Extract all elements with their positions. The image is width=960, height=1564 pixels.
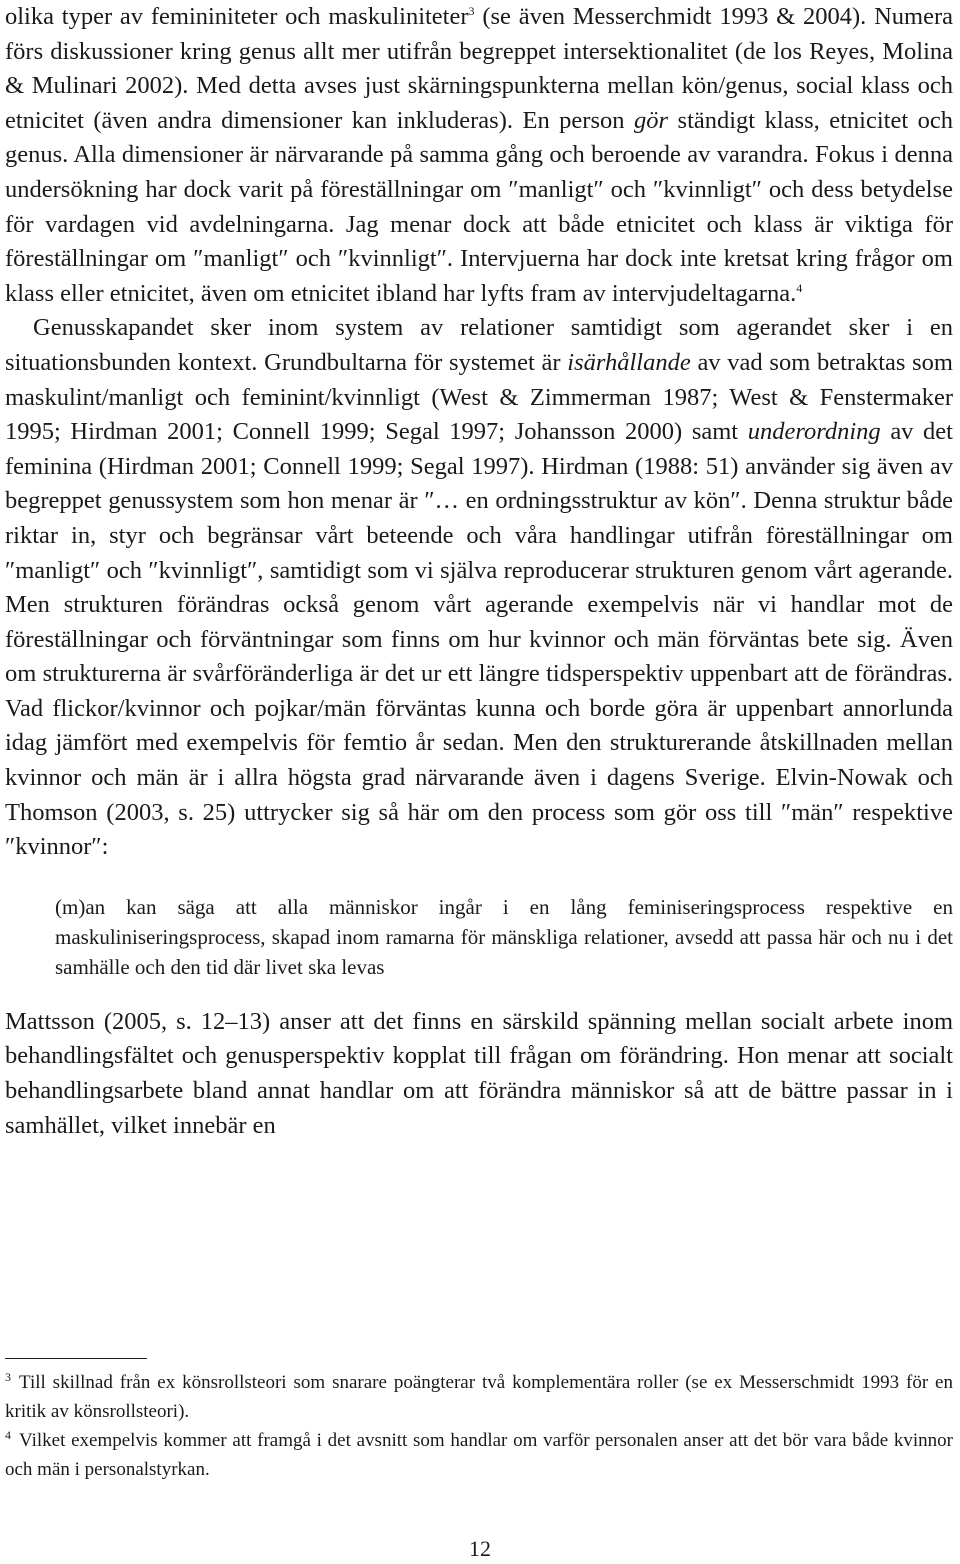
footnote-text: Till skillnad från ex könsrollsteori som snarare poängterar två komplementära roller (se ex Messerschmidt 1993 för en kritik av könsrollsteori). — [5, 1372, 953, 1422]
footnote-number: 4 — [5, 1427, 11, 1442]
footnote-ref-4: 4 — [796, 280, 803, 295]
block-quote: (m)an kan säga att alla människor ingår i en lång feminiseringsprocess respektive en maskuliniseringsprocess, skapad inom ramarna för mänskliga relationer, avsedd att passa här och nu i det samhälle och den tid där livet ska levas — [55, 894, 953, 979]
paragraph-1-text-c: ständigt klass, etnicitet och genus. Alla dimensioner är närvarande på samma gång och beroende av varandra. Fokus i denna undersökning har dock varit på föreställningar om ″manligt″ och ″kvinnligt″ och dess betydelse för vardagen vid avdelningarna. Jag menar dock att både etnicitet och klass är viktiga för föreställningar om ″manligt″ och ″kvinnligt″. Intervjuerna har dock inte kretsat kring frågor om klass eller etnicitet, även om etnicitet ibland har lyfts fram av intervjudeltagarna. — [5, 106, 953, 307]
paragraph-1-text-a: olika typer av femininiteter och maskuliniteter — [5, 3, 469, 30]
main-text — [5, 0, 953, 865]
paragraph-1-text-b: (se även Messerchmidt 1993 & 2004). Numera förs diskussioner kring genus allt mer utifrån begreppet intersektionalitet (de los Reyes, Molina & Mulinari 2002). Med detta avses just skärningspunkterna mellan kön/genus, social klass och etnicitet (även andra dimensioner kan inkluderas). En person — [5, 3, 954, 134]
footnote-4 — [5, 1426, 953, 1484]
page-body — [5, 0, 953, 1143]
paragraph-3: Mattsson (2005, s. 12–13) anser att det finns en särskild spänning mellan socialt arbete inom behandlingsfältet och genusperspektiv kopplat till frågan om förändring. Hon menar att socialt behandlingsarbete bland annat handlar om att förändra människor så att de bättre passar in i samhället, vilket innebär en — [5, 1007, 953, 1139]
paragraph-2 — [5, 311, 953, 865]
emphasis-gor: gör — [634, 106, 669, 134]
paragraph-1 — [5, 0, 953, 311]
footnote-ref-3: 3 — [468, 3, 475, 18]
footnote-divider — [5, 1358, 147, 1359]
paragraph-2-text-b: av vad som betraktas som maskulint/manligt och feminint/kvinnligt (West & Zimmerman 1987; West & Fenstermaker 1995; Hirdman 2001; Connell 1999; Segal 1997; Johansson 2000) samt — [5, 348, 953, 446]
footnotes — [5, 1368, 953, 1484]
paragraph-2-text-c: av det feminina (Hirdman 2001; Connell 1999; Segal 1997). Hirdman (1988: 51) använder sig även av begreppet genussystem som hon menar är ″… en ordningsstruktur av kön″. Denna struktur både riktar in, styr och begränsar vårt beteende och våra handlingar utifrån föreställningar om ″manligt″ och ″kvinnligt″, samtidigt som vi själva reproducerar strukturen genom vårt agerande. Men strukturen förändras också genom vårt agerande exempelvis när vi handlar mot de föreställningar och förväntningar som finns om hur kvinnor och män förväntas bete sig. Även om strukturerna är svårföränderliga är det ur ett längre tidsperspektiv uppenbart att de förändras. Vad flickor/kvinnor och pojkar/män förväntas kunna och borde göra är uppenbart annorlunda idag jämfört med exempelvis för femtio år sedan. Men den strukturerande åtskillnaden mellan kvinnor och män är i allra högsta grad närvarande även i dagens Sverige. Elvin-Nowak och Thomson (2003, s. 25) uttrycker sig så här om den process som gör oss till ″män″ respektive ″kvinnor″: — [5, 418, 953, 861]
emphasis-isarhallande: isärhållande — [567, 348, 691, 376]
page-number: 12 — [469, 1536, 491, 1561]
emphasis-underordning: underordning — [747, 418, 881, 446]
paragraph-2-text-a: Genusskapandet sker inom system av relationer samtidigt som agerandet sker i en situationsbunden kontext. Grundbultarna för systemet är — [5, 314, 953, 376]
footnote-number: 3 — [5, 1369, 11, 1384]
footnote-3 — [5, 1368, 953, 1426]
footnote-text: Vilket exempelvis kommer att framgå i det avsnitt som handlar om varför personalen anser att det bör vara både kvinnor och män i personalstyrkan. — [5, 1430, 953, 1480]
